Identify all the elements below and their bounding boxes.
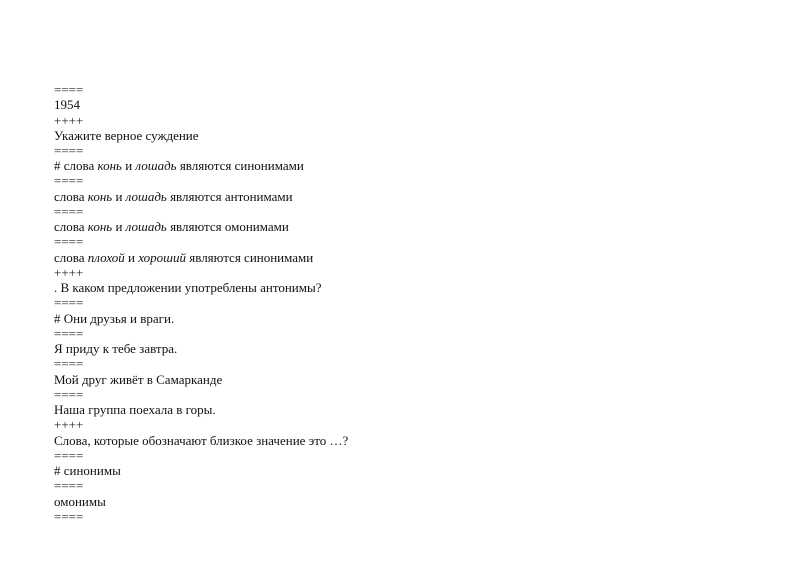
answer-text: и — [112, 219, 126, 234]
answer-word: хороший — [138, 250, 186, 265]
separator-line: ==== — [54, 356, 84, 371]
answer-option: Мой друг живёт в Самарканде — [54, 372, 223, 387]
question-text: Укажите верное суждение — [54, 128, 199, 143]
separator-line: ==== — [54, 509, 84, 524]
question-text: . В каком предложении употреблены антонимы? — [54, 280, 322, 295]
answer-word: лошадь — [125, 189, 167, 204]
answer-word: конь — [87, 189, 113, 204]
separator-line: ==== — [54, 204, 84, 219]
answer-text: и — [124, 250, 139, 265]
question-text: Слова, которые обозначают близкое значение это …? — [54, 433, 349, 448]
answer-option — [54, 158, 304, 173]
answer-text: слова — [54, 219, 88, 234]
answer-word: конь — [97, 158, 122, 173]
answer-option: # синонимы — [54, 463, 121, 478]
question-number: 1954 — [54, 97, 80, 112]
answer-option — [54, 189, 293, 204]
answer-text: являются синонимами — [176, 158, 304, 173]
answer-text: и — [121, 158, 136, 173]
separator-line: ==== — [54, 326, 84, 341]
separator-line: ==== — [54, 387, 84, 402]
separator-line: ==== — [54, 143, 84, 158]
separator-line: ==== — [54, 82, 84, 97]
answer-text: являются омонимами — [166, 219, 289, 234]
answer-option: Наша группа поехала в горы. — [54, 402, 216, 417]
answer-option: # Они друзья и враги. — [54, 311, 175, 326]
answer-text: и — [112, 189, 126, 204]
separator-line: ++++ — [54, 265, 84, 280]
separator-line: ++++ — [54, 113, 84, 128]
separator-line: ==== — [54, 295, 84, 310]
answer-option — [54, 219, 289, 234]
answer-text: являются синонимами — [186, 250, 314, 265]
answer-text: слова — [54, 250, 88, 265]
answer-text: # слова — [54, 158, 98, 173]
separator-line: ==== — [54, 234, 84, 249]
answer-word: плохой — [87, 250, 125, 265]
answer-text: слова — [54, 189, 88, 204]
answer-option — [54, 250, 313, 265]
separator-line: ==== — [54, 173, 84, 188]
answer-word: лошадь — [125, 219, 167, 234]
separator-line: ==== — [54, 448, 84, 463]
answer-option: омонимы — [54, 494, 106, 509]
separator-line: ==== — [54, 478, 84, 493]
answer-word: конь — [87, 219, 113, 234]
answer-text: являются антонимами — [166, 189, 293, 204]
separator-line: ++++ — [54, 417, 84, 432]
answer-option: Я приду к тебе завтра. — [54, 341, 178, 356]
answer-word: лошадь — [135, 158, 177, 173]
